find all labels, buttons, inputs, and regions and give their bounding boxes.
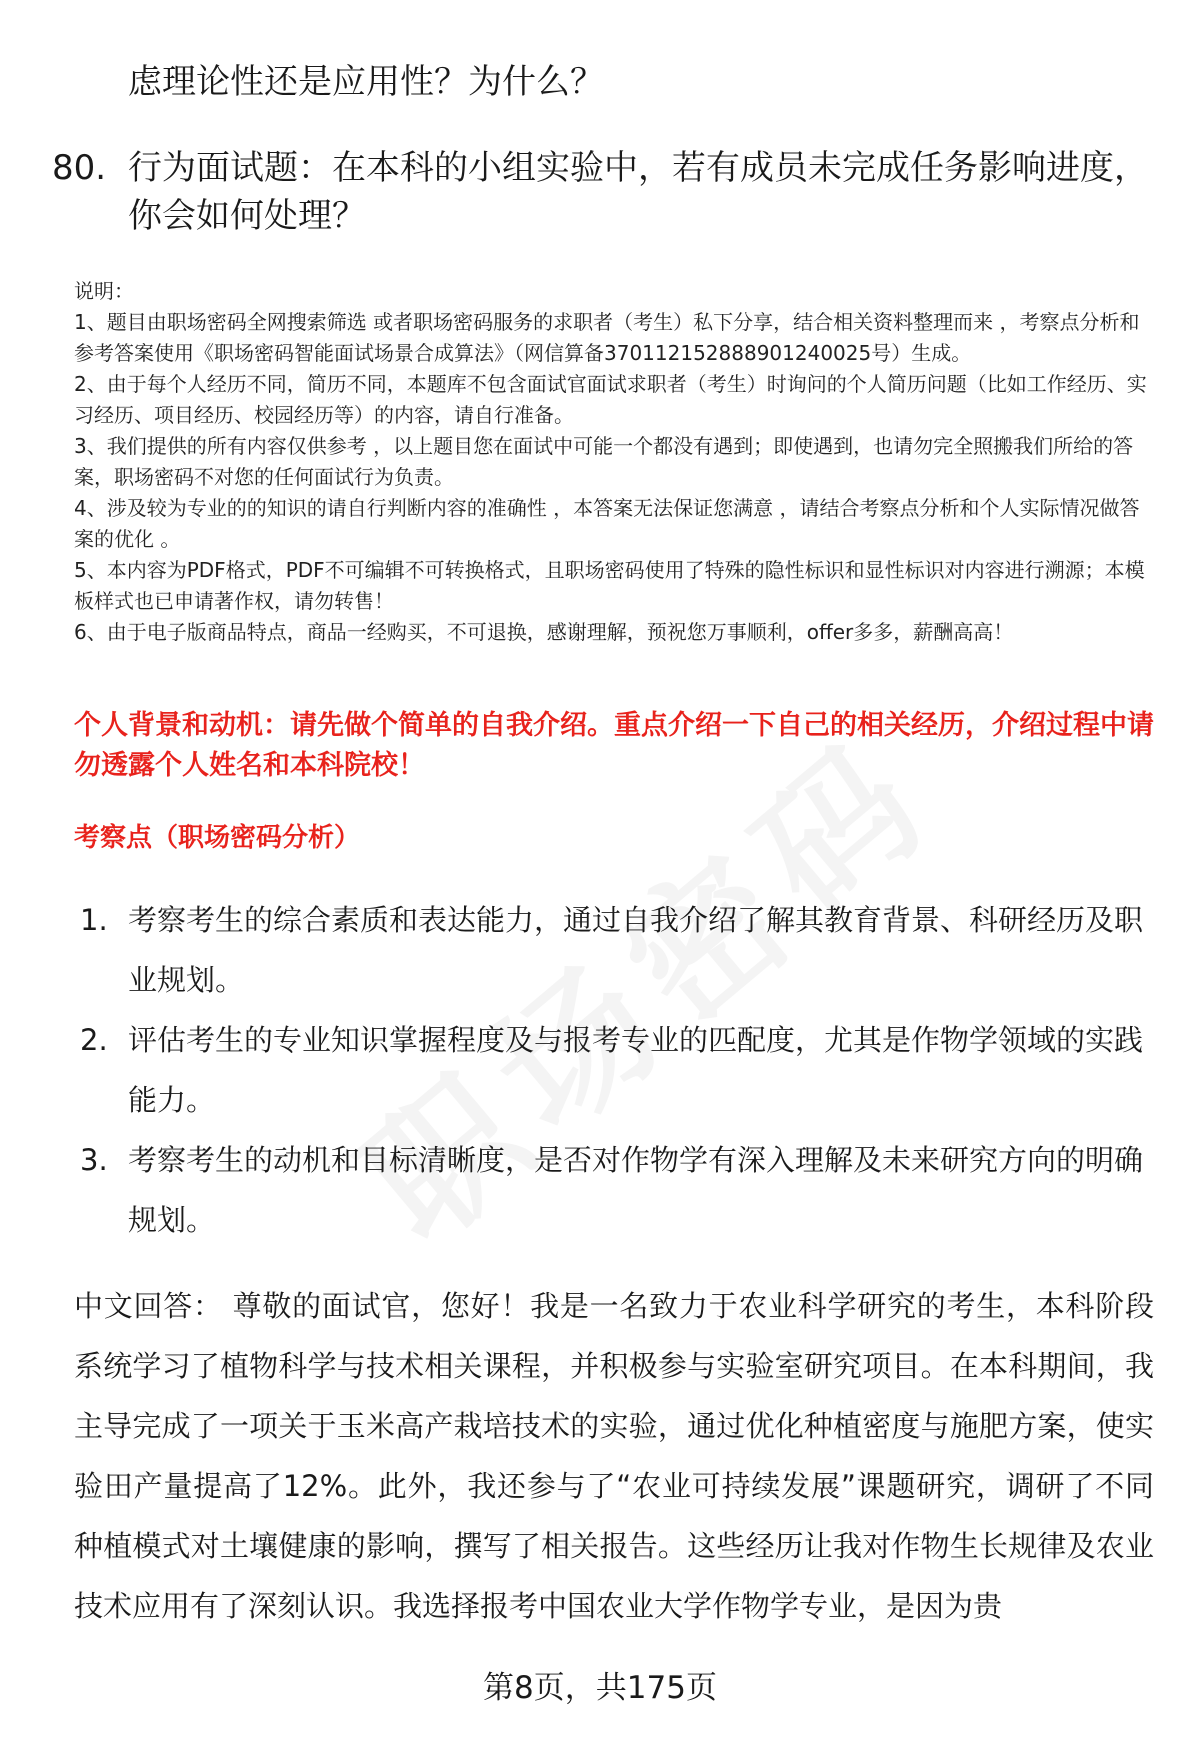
note-item: 4、涉及较为专业的的知识的请自行判断内容的准确性 ，本答案无法保证您满意 ，请结合考察点分析和个人实际情况做答案的优化 。 <box>74 496 1140 551</box>
list-item <box>80 890 1160 1010</box>
note-item: 5、本内容为PDF格式，PDF不可编辑不可转换格式，且职场密码使用了特殊的隐性标识和显性标识对内容进行溯源；本模板样式也已申请著作权，请勿转售！ <box>74 558 1145 613</box>
question-text: 行为面试题：在本科的小组实验中，若有成员未完成任务影响进度，你会如何处理？ <box>128 148 1148 236</box>
note-item: 3、我们提供的所有内容仅供参考 ，以上题目您在面试中可能一个都没有遇到；即使遇到，也请勿完全照搬我们所给的答案，职场密码不对您的任何面试行为负责。 <box>74 434 1134 489</box>
list-item <box>80 1010 1160 1130</box>
list-item <box>80 1130 1160 1250</box>
notes-section <box>74 276 1154 648</box>
page-footer: 第8页，共175页 <box>483 1670 717 1706</box>
section-question: 个人背景和动机：请先做个简单的自我介绍。重点介绍一下自己的相关经历，介绍过程中请勿透露个人姓名和本科院校！ <box>74 710 1154 781</box>
point-text: 评估考生的专业知识掌握程度及与报考专业的匹配度，尤其是作物学领域的实践能力。 <box>128 1023 1144 1117</box>
point-number: 2. <box>80 1023 108 1057</box>
analysis-points <box>80 890 1160 1250</box>
point-number: 3. <box>80 1143 108 1177</box>
answer-paragraph: 中文回答： 尊敬的面试官，您好！我是一名致力于农业科学研究的考生，本科阶段系统学习了植物科学与技术相关课程，并积极参与实验室研究项目。在本科期间，我主导完成了一项关于玉米高产栽培技术的实验，通过优化种植密度与施肥方案，使实验田产量提高了12%。此外，我还参与了“农业可持续发展”课题研究，调研了不同种植模式对土壤健康的影响，撰写了相关报告。这些经历让我对作物生长规律及农业技术应用有了深刻认识。我选择报考中国农业大学作物学专业，是因为贵 <box>74 1289 1154 1623</box>
analysis-title: 考察点（职场密码分析） <box>74 823 361 853</box>
notes-title: 说明： <box>74 279 134 303</box>
point-text: 考察考生的动机和目标清晰度，是否对作物学有深入理解及未来研究方向的明确规划。 <box>128 1143 1144 1237</box>
question-number: 80. <box>52 148 107 188</box>
note-item: 2、由于每个人经历不同，简历不同，本题库不包含面试官面试求职者（考生）时询问的个人简历问题（比如工作经历、实习经历、项目经历、校园经历等）的内容，请自行准备。 <box>74 372 1147 427</box>
question-continuation: 虑理论性还是应用性？为什么？ <box>128 62 604 102</box>
note-item: 1、题目由职场密码全网搜索筛选 或者职场密码服务的求职者（考生）私下分享，结合相关资料整理而来 ，考察点分析和参考答案使用《职场密码智能面试场景合成算法》（网信算备370112152888901240025号）生成。 <box>74 310 1140 365</box>
point-number: 1. <box>80 903 108 937</box>
point-text: 考察考生的综合素质和表达能力，通过自我介绍了解其教育背景、科研经历及职业规划。 <box>128 903 1144 997</box>
note-item: 6、由于电子版商品特点，商品一经购买，不可退换，感谢理解，预祝您万事顺利，offer多多，薪酬高高！ <box>74 620 1014 644</box>
